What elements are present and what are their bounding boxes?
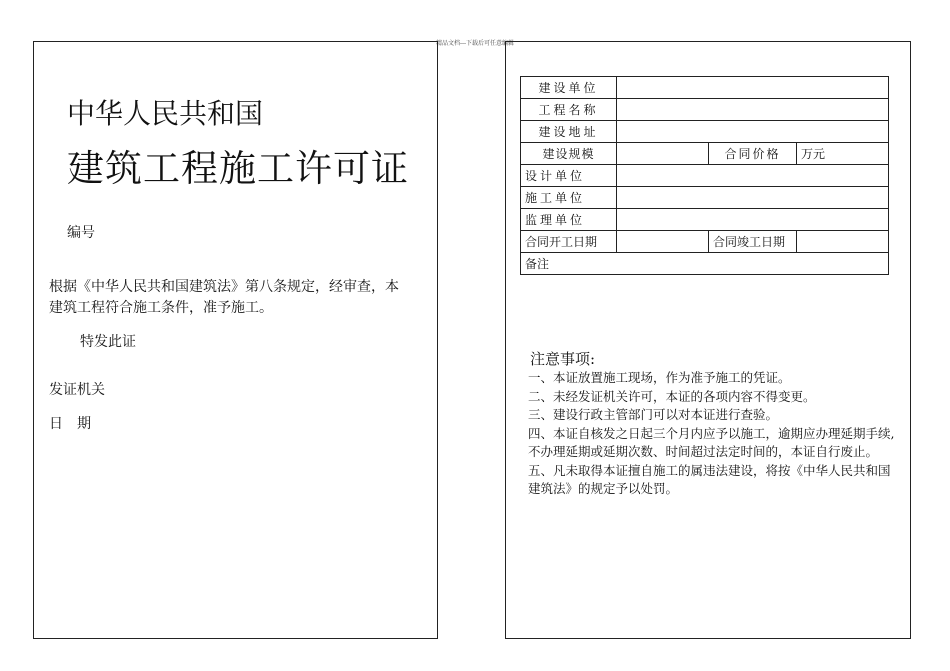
contract-price-label: 合同价格 [709,143,797,165]
project-name-label: 工程名称 [521,99,617,121]
country-name: 中华人民共和国 [67,97,264,130]
notice-item: 二、未经发证机关许可，本证的各项内容不得变更。 [528,388,816,404]
supervision-unit-value [617,209,889,231]
issuing-authority-label: 发证机关 [49,382,105,398]
notice-item: 五、凡未取得本证擅自施工的属违法建设，将按《中华人民共和国 [528,462,891,478]
statement-line: 根据《中华人民共和国建筑法》第八条规定，经审查，本 [49,279,399,295]
notice-item: 一、本证放置施工现场，作为准予施工的凭证。 [528,370,791,385]
notice-title: 注意事项: [530,350,596,368]
special-issue-text: 特发此证 [80,334,136,350]
project-name-value [617,99,889,121]
supervision-unit-label: 监理单位 [521,209,617,231]
table-row [521,231,889,253]
build-unit-label: 施工单位 [521,187,617,209]
permit-cover-page [33,41,438,639]
table-row [521,121,889,143]
contract-start-date-label: 合同开工日期 [521,231,617,253]
statement-line: 建筑工程符合施工条件，准予施工。 [49,300,273,316]
construction-unit-label: 建设单位 [521,77,617,99]
contract-price-unit: 万元 [797,143,889,165]
notice-item: 三、建设行政主管部门可以对本证进行查验。 [528,407,779,422]
watermark: 精品文档---下载后可任意编辑 [435,40,515,47]
project-info-table [520,76,889,275]
table-row [521,253,889,275]
table-row [521,209,889,231]
contract-end-date-value [797,231,889,253]
construction-unit-value [617,77,889,99]
date-label-char: 期 [77,416,91,432]
permit-number-label: 编号 [67,225,95,241]
construction-address-value [617,121,889,143]
remarks-cell [521,253,889,275]
date-label-char: 日 [49,416,63,432]
notice-item: 不办理延期或延期次数、时间超过法定时间的，本证自行废止。 [528,444,879,459]
notice-item: 建筑法》的规定予以处罚。 [528,481,679,496]
permit-title: 建筑工程施工许可证 [67,147,409,190]
construction-scale-label: 建设规模 [521,143,617,165]
remarks-label: 备注 [525,257,550,271]
contract-start-date-value [617,231,709,253]
permit-statement [49,277,409,319]
table-row [521,143,889,165]
design-unit-label: 设计单位 [521,165,617,187]
notice-list [528,369,912,499]
notice-item: 四、本证自核发之日起三个月内应予以施工，逾期应办理延期手续, [528,425,895,441]
table-row [521,99,889,121]
table-row [521,77,889,99]
construction-address-label: 建设地址 [521,121,617,143]
table-row [521,187,889,209]
table-row [521,165,889,187]
build-unit-value [617,187,889,209]
date-label [49,413,91,433]
contract-end-date-label: 合同竣工日期 [709,231,797,253]
permit-detail-page [505,41,911,639]
construction-scale-value [617,143,709,165]
design-unit-value [617,165,889,187]
